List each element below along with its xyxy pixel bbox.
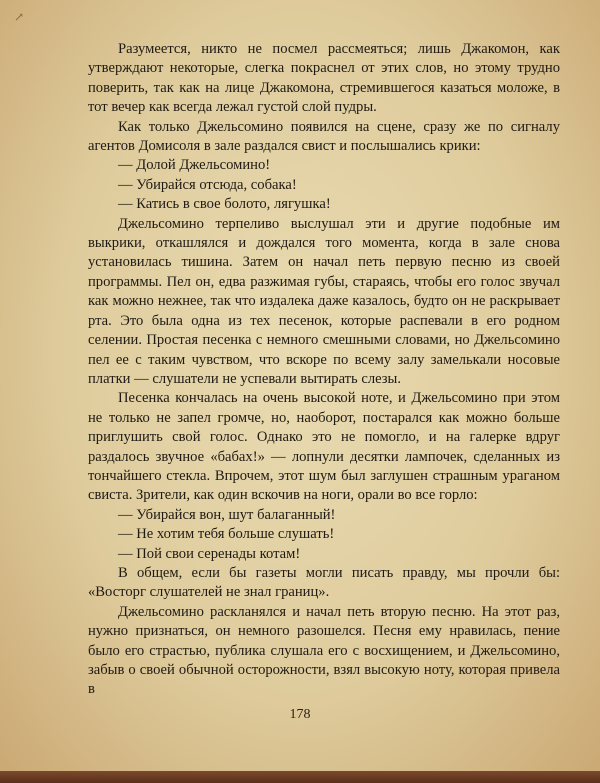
corner-mark-icon: ↗ (14, 10, 25, 24)
page-number: 178 (289, 707, 311, 722)
paragraph: Разумеется, никто не посмел рассмеяться; лишь Джакомон, как утверждают некоторые, слегка покраснел от этих слов, но этому трудно поверить, так как на лице Джакомона, стремившегося казаться моложе, в тот вечер как всегда лежал густой слой пудры. (88, 41, 560, 116)
dialogue-line: — Пой свои серенады котам! (118, 545, 301, 562)
paragraph: Джельсомино терпеливо выслушал эти и другие подобные им выкрики, откашлялся и дождался того момента, когда в зале снова установилась тишина. Затем он начал петь первую песню из своей программы. Пел он, едва разжимая губы, стараясь, чтобы его голос звучал как можно нежнее, так что издалека даже казалось, будто он не раскрывает рта. Это была одна из тех песенок, которые распевали в его родном селении. Простая песенка с немного смешными словами, но Джельсомино пел ее с таким чувством, что вскоре по всему залу замелькали носовые платки — слушатели не успевали вытирать слезы. (88, 215, 560, 387)
dialogue-line: — Долой Джельсомино! (118, 157, 271, 174)
page-text (88, 40, 560, 700)
dialogue-line: — Убирайся отсюда, собака! (118, 176, 297, 193)
paragraph: Песенка кончалась на очень высокой ноте, и Джельсомино при этом не только не запел громче, но, наоборот, постарался как можно больше приглушить свой голос. Однако это не помогло, и на галерке вдруг раздалось звучное «бабах!» — лопнули десятки лампочек, сделанных из тончайшего стекла. Впрочем, этот шум был заглушен страшным ураганом свиста. Зрители, как один вскочив на ноги, орали во все горло: (88, 390, 560, 504)
paragraph: Джельсомино раскланялся и начал петь вторую песню. На этот раз, нужно признаться, он немного разошелся. Песня ему нравилась, пение было его страстью, публика слушала его с восхищением, и Джельсомино, забыв о своей обычной осторожности, взял высокую ноту, которая привела в (88, 603, 560, 698)
paragraph: Как только Джельсомино появился на сцене, сразу же по сигналу агентов Домисоля в зале раздался свист и послышались крики: (88, 118, 560, 155)
page-bottom-edge (0, 771, 600, 783)
dialogue-line: — Убирайся вон, шут балаганный! (118, 506, 336, 523)
dialogue-line: — Не хотим тебя больше слушать! (118, 526, 335, 543)
dialogue-line: — Катись в свое болото, лягушка! (118, 196, 331, 213)
paragraph: В общем, если бы газеты могли писать правду, мы прочли бы: «Восторг слушателей не знал границ». (88, 564, 560, 601)
